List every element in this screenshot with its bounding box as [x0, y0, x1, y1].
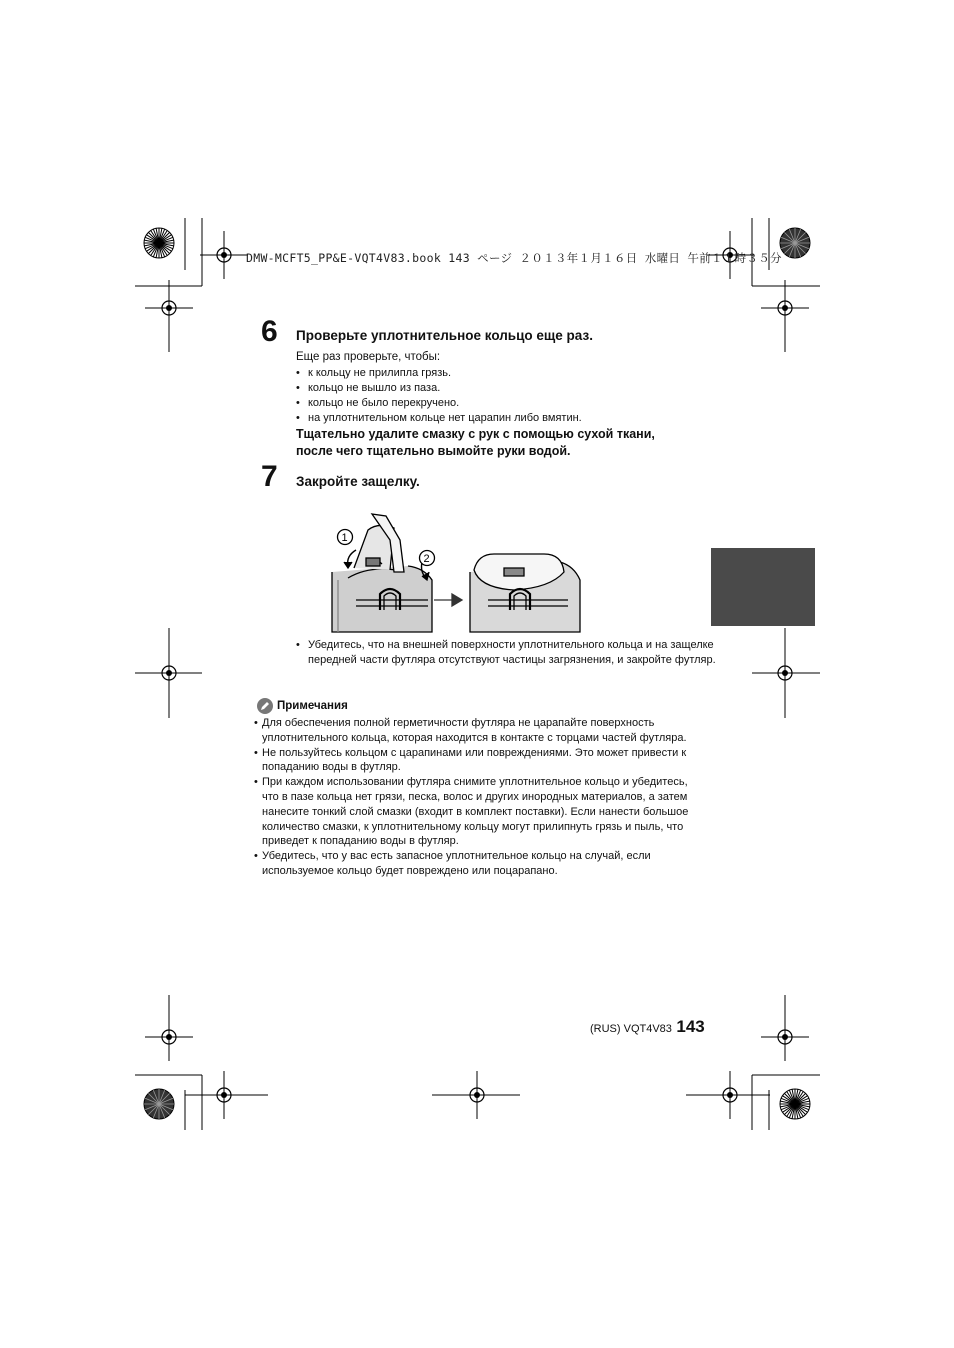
- step7-note: • Убедитесь, что на внешней поверхности уплотнительного кольца и на защелке передней части футляра отсутствуют частицы загрязнения, и закройте футляр.: [296, 638, 718, 668]
- svg-text:1: 1: [341, 532, 348, 544]
- step-number: 6: [261, 315, 278, 348]
- note-item: • При каждом использовании футляра снимите уплотнительное кольцо и убедитесь, что в пазе кольца нет грязи, песка, волос и других инородных материалов, а затем нанесите тонкий слой смазки (входит в комплект поставки). Если нанести большое количество смазки, к уплотнительному кольцу могут прилипнуть грязь и пыль, что приведет к попаданию воды в футляр.: [254, 775, 706, 849]
- file-header: DMW-MCFT5_PP&E-VQT4V83.book 143 ページ ２０１３年１月１６日 水曜日 午前１１時３５分: [246, 251, 782, 265]
- step-title: Проверьте уплотнительное кольцо еще раз.: [296, 328, 593, 343]
- page-number: 143: [676, 1017, 705, 1036]
- note-item: • Для обеспечения полной герметичности футляра не царапайте поверхность уплотнительного кольца, которая находится в контакте с торцами частей футляра.: [254, 716, 706, 746]
- warning-text: [296, 426, 655, 460]
- note-item: • Убедитесь, что у вас есть запасное уплотнительное кольцо на случай, если используемое кольцо будет повреждено или поцарапано.: [254, 849, 706, 879]
- step-number: 7: [261, 460, 278, 493]
- notes-list: [254, 716, 706, 879]
- step-intro: Еще раз проверьте, чтобы:: [296, 351, 441, 363]
- notes-title: Примечания: [277, 700, 348, 712]
- pencil-note-icon: [256, 697, 274, 715]
- section-tab: [711, 548, 815, 626]
- list-item: • кольцо не вышло из паза.: [296, 381, 716, 396]
- list-item: • кольцо не было перекручено.: [296, 396, 716, 411]
- page-footer: [590, 1017, 705, 1037]
- warning-line: Тщательно удалите смазку с рук с помощью сухой ткани,: [296, 427, 655, 441]
- warning-line: после чего тщательно вымойте руки водой.: [296, 444, 571, 458]
- list-item: • на уплотнительном кольце нет царапин либо вмятин.: [296, 411, 716, 426]
- step-title: Закройте защелку.: [296, 474, 420, 489]
- note-item: • Не пользуйтесь кольцом с царапинами или повреждениями. Это может привести к попаданию воды в футляр.: [254, 746, 706, 776]
- list-item: • к кольцу не прилипла грязь.: [296, 366, 716, 381]
- document-code: (RUS) VQT4V83: [590, 1023, 672, 1035]
- check-list: [296, 366, 716, 426]
- svg-text:2: 2: [423, 553, 430, 565]
- latch-illustration: [328, 510, 588, 634]
